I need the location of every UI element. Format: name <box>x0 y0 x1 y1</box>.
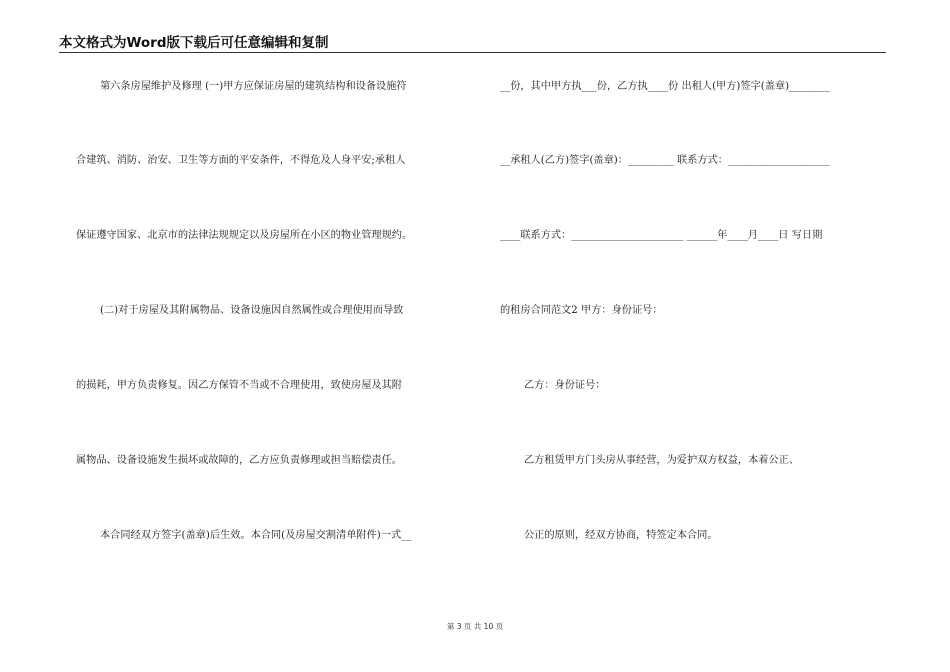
page-header-title: 本文格式为Word版下载后可任意编辑和复制 <box>59 35 329 51</box>
text-line: 属物品、设备设施发生损坏或故障的，乙方应负责修理或担当赔偿责任。 <box>76 455 402 466</box>
text-line: 乙方：身份证号： <box>524 380 606 391</box>
text-line: __份，其中甲方执___份，乙方执____份 出租人(甲方)签字(盖章)________ <box>500 81 830 92</box>
text-line: __承租人(乙方)签字(盖章)：_________ 联系方式：____________________ <box>500 155 830 166</box>
header-rule <box>59 52 886 53</box>
text-line: 第六条房屋维护及修理 (一)甲方应保证房屋的建筑结构和设备设施符 <box>100 81 407 92</box>
text-line: 的租房合同范文2 甲方：身份证号： <box>500 305 663 316</box>
text-line: 合建筑、消防、治安、卫生等方面的平安条件，不得危及人身平安;承租人 <box>76 155 406 166</box>
page-number: 第 3 页 共 10 页 <box>446 622 504 631</box>
text-line: 的损耗，甲方负责修复。因乙方保管不当或不合理使用，致使房屋及其附 <box>76 380 402 391</box>
text-line: 公正的原则，经双方协商，特签定本合同。 <box>524 530 718 541</box>
text-line: (二)对于房屋及其附属物品、设备设施因自然属性或合理使用而导致 <box>100 305 404 316</box>
text-line: 本合同经双方签字(盖章)后生效。本合同(及房屋交割清单附件)一式__ <box>100 530 412 541</box>
text-line: 保证遵守国家、北京市的法律法规规定以及房屋所在小区的物业管理规约。 <box>76 230 413 241</box>
text-line: ____联系方式：______________________ ______年____月____日 写日期 <box>500 230 823 241</box>
text-line: 乙方租赁甲方门头房从事经营，为爱护双方权益，本着公正、 <box>524 455 800 466</box>
